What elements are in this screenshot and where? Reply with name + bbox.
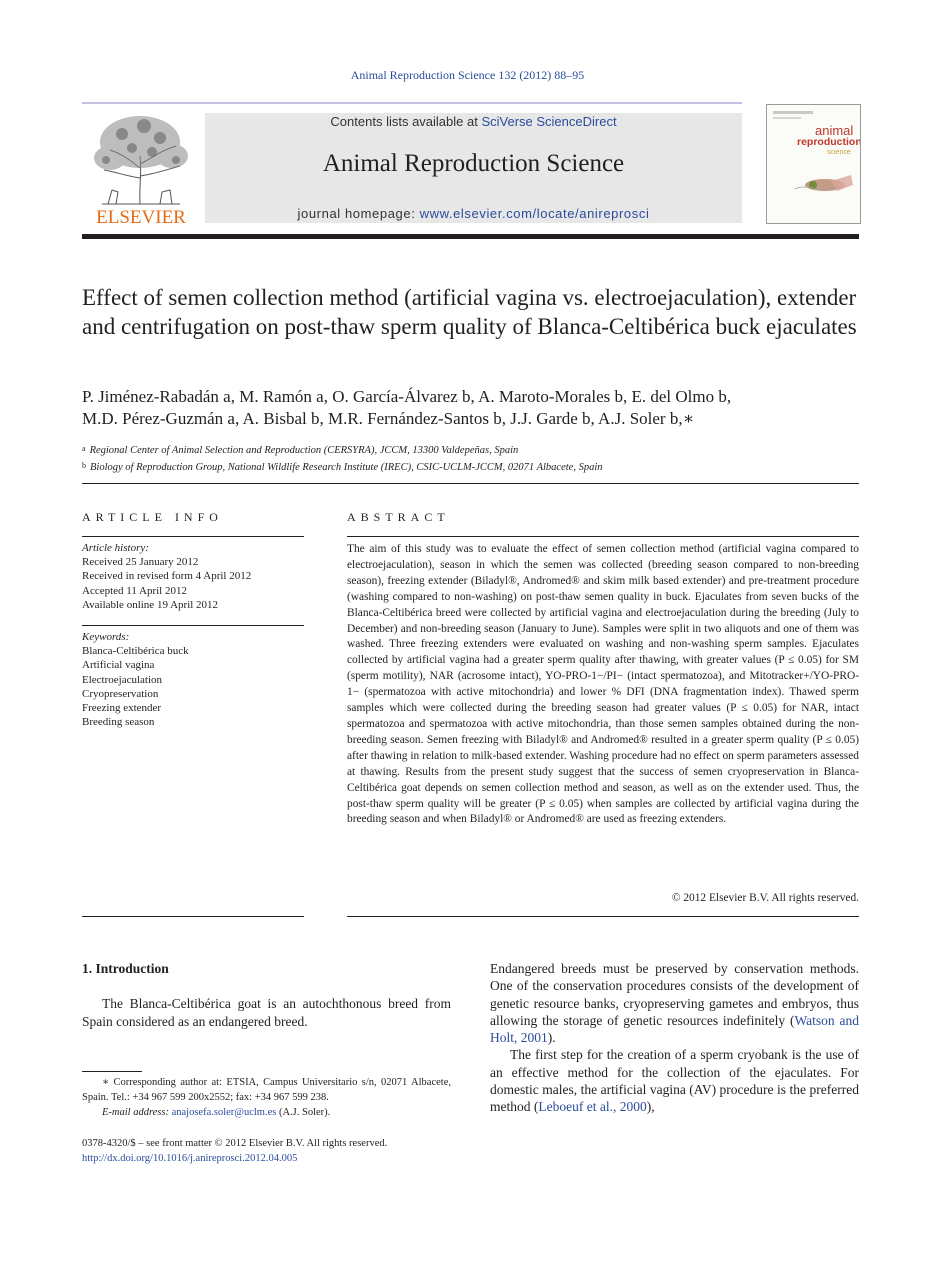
authors-line-1[interactable]: P. Jiménez-Rabadán a, M. Ramón a, O. García-Álvarez b, A. Maroto-Morales b, E. del Olmo b, [82, 387, 732, 406]
footnote-rule [82, 1071, 142, 1072]
svg-text:science: science [827, 149, 851, 156]
abstract-text: The aim of this study was to evaluate the effect of semen collection method (artificial vagina compared to electroejaculation), season in which the semen was collected (breeding season compared to non-breeding season), freezing extender (Biladyl®, Andromed® and skim milk based extender) and pre-treatment procedure (washing compared to non-washing) on post-thaw semen quality in buck. Ejaculates from seven bucks of the Blanca-Celtibérica breed were collected by artificial vagina and electroejaculation during the breeding (July to December) and non-breeding season (January to June). Samples were split in two aliquots and one of them was washed. Three freezing extenders were evaluated on washing and non-washing sperm samples. Ejaculates collected by artificial vagina had a greater sperm quality after thawing, with greater values (P ≤ 0.05) for SM (sperm motility), NAR (acrosome intact), YO-PRO-1−/PI− (intact spermatozoa), and Mitotracker+/YO-PRO-1− (spermatozoa with active mitochondria) and lower % DFI (DNA fragmentation index). Thawed sperm samples which were collected during the breeding season had greater values (P ≤ 0.05) for NAR, intact spermatozoa and spermatozoa with active mitochondria, than those semen samples obtained during the non-breeding season. Semen freezing with Biladyl® and Andromed® resulted in a greater sperm quality (P ≤ 0.05) after thawing in relation to milk-based extender. Washing procedure had no effect on sperm parameters assessed at thawing. Results from the present study suggest that the success of semen cryopreservation in Blanca-Celtibérica goat depends on semen collection method and season, as well as on the extender used. Thus, the post-thaw sperm quality will be greater (P ≤ 0.05) when samples are collected by artificial vagina during the breeding season and when Biladyl® or Andromed® are used as freezing extenders. [347, 543, 859, 826]
section-heading-introduction: 1. Introduction [82, 961, 169, 976]
affiliation-b: Biology of Reproduction Group, National Wildlife Research Institute (IREC), CSIC-UCLM-JCCM, 02071 Albacete, Spain [90, 462, 603, 473]
citation-link[interactable]: Watson and Holt, 2001 [490, 1012, 859, 1046]
history-item: Available online 19 April 2012 [82, 598, 219, 611]
author-list [82, 386, 859, 430]
sciencedirect-link[interactable]: SciVerse ScienceDirect [481, 114, 617, 129]
keyword-item: Freezing extender [82, 702, 162, 715]
svg-text:animal: animal [815, 123, 854, 138]
contents-prefix: Contents lists available at [330, 114, 482, 129]
keyword-item: Artificial vagina [82, 659, 155, 672]
divider [82, 916, 304, 917]
article-info-heading: ARTICLE INFO [82, 510, 223, 524]
history-item: Accepted 11 April 2012 [82, 584, 187, 597]
divider [347, 536, 859, 537]
history-item: Received 25 January 2012 [82, 556, 199, 569]
contents-line [205, 114, 742, 129]
keywords-label: Keywords: [82, 631, 130, 643]
homepage-link[interactable]: www.elsevier.com/locate/anireprosci [419, 206, 650, 221]
issn-block [82, 1136, 451, 1166]
abstract-copyright: © 2012 Elsevier B.V. All rights reserved. [671, 892, 859, 904]
article-history [82, 541, 304, 612]
divider [82, 625, 304, 626]
email-label: E-mail address: [102, 1107, 172, 1118]
journal-title: Animal Reproduction Science [322, 150, 625, 177]
keyword-item: Blanca-Celtibérica buck [82, 645, 189, 658]
affiliation-marker: a [82, 444, 86, 453]
affiliation-marker: b [82, 461, 86, 470]
issn-line: 0378-4320/$ – see front matter © 2012 Elsevier B.V. All rights reserved. [82, 1138, 388, 1149]
divider [82, 483, 859, 484]
affiliations [82, 441, 859, 475]
header-thick-rule [82, 234, 859, 239]
citation-link[interactable]: Leboeuf et al., 2000 [538, 1099, 647, 1115]
body-paragraph: The first step for the creation of a sperm cryobank is the use of an effective method for the collection of the ejaculates. For domestic males, the artificial vagina (AV) procedure is the preferred method (Leboeuf et al., 2000), [490, 1047, 859, 1115]
history-item: Received in revised form 4 April 2012 [82, 570, 252, 583]
keyword-item: Electroejaculation [82, 673, 163, 686]
intro-paragraph: The Blanca-Celtibérica goat is an autochthonous breed from Spain considered as an endangered breed. [82, 996, 451, 1029]
corresponding-author-text: ∗ Corresponding author at: ETSIA, Campus Universitario s/n, 02071 Albacete, Spain. Tel.: +34 967 599 200x2552; fax: +34 967 599 238. [82, 1077, 451, 1103]
elsevier-logo[interactable] [82, 106, 200, 226]
body-paragraph: Endangered breeds must be preserved by conservation methods. One of the conservation procedures consists of the development of genetic resource banks, cryopreserving gametes and embryos, thus allowing the storage of genetic resources indefinitely (Watson and Holt, 2001). [490, 961, 859, 1046]
doi-link[interactable]: http://dx.doi.org/10.1016/j.anireprosci.2012.04.005 [82, 1153, 298, 1164]
keywords [82, 630, 304, 729]
article-title: Effect of semen collection method (artificial vagina vs. electroejaculation), extender and centrifugation on post-thaw sperm quality of Blanca-Celtibérica buck ejaculates [82, 285, 857, 339]
journal-cover-icon [767, 105, 860, 223]
authors-line-2[interactable]: M.D. Pérez-Guzmán a, A. Bisbal b, M.R. Fernández-Santos b, J.J. Garde b, A.J. Soler b,∗ [82, 409, 695, 428]
elsevier-tree-icon [82, 106, 200, 226]
journal-citation[interactable]: Animal Reproduction Science 132 (2012) 88–95 [350, 68, 585, 82]
email-link[interactable]: anajosefa.soler@uclm.es [171, 1107, 277, 1118]
affiliation-a: Regional Center of Animal Selection and Reproduction (CERSYRA), JCCM, 13300 Valdepeñas, Spain [89, 445, 519, 456]
email-suffix: (A.J. Soler). [276, 1107, 331, 1118]
svg-text:reproduction: reproduction [797, 136, 860, 148]
keyword-item: Breeding season [82, 716, 155, 729]
history-label: Article history: [82, 542, 149, 554]
header-rule [82, 102, 742, 104]
keyword-item: Cryopreservation [82, 687, 159, 700]
right-column-text [490, 960, 859, 1116]
divider [82, 536, 304, 537]
journal-cover-thumbnail[interactable] [766, 104, 861, 224]
svg-text:ELSEVIER: ELSEVIER [96, 207, 186, 226]
journal-homepage [205, 206, 742, 221]
homepage-prefix: journal homepage: [297, 206, 420, 221]
divider [347, 916, 859, 917]
abstract-heading: ABSTRACT [347, 510, 450, 524]
corresponding-author-footnote [82, 1075, 451, 1120]
